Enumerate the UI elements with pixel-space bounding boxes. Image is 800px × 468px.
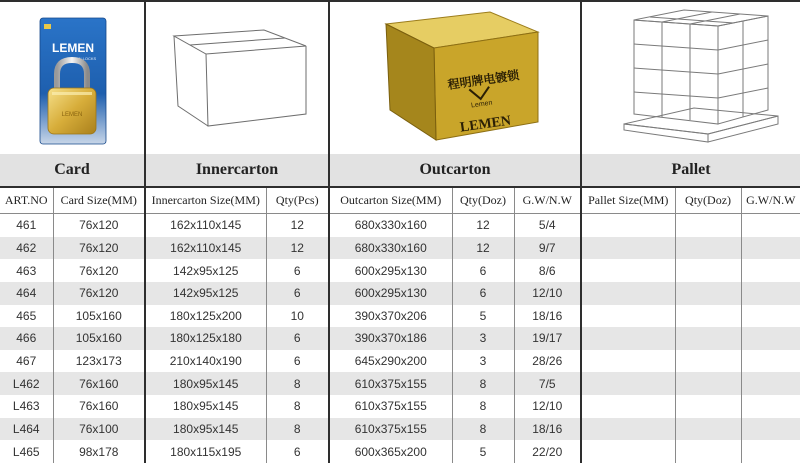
pallet-qty-cell: [675, 305, 741, 328]
art-no-cell: L462: [0, 372, 53, 395]
pallet-qty-cell: [675, 259, 741, 282]
pallet-weight-cell: [741, 214, 800, 237]
col-outcarton-size: Outcarton Size(MM): [329, 187, 452, 214]
col-art-no: ART.NO: [0, 187, 53, 214]
pallet-size-cell: [581, 259, 675, 282]
pallet-size-cell: [581, 395, 675, 418]
art-no-cell: 461: [0, 214, 53, 237]
innercarton-size-cell: 180x95x145: [145, 395, 266, 418]
art-no-cell: 462: [0, 237, 53, 260]
pallet-weight-cell: [741, 395, 800, 418]
pallet-qty-cell: [675, 372, 741, 395]
innercarton-size-cell: 142x95x125: [145, 259, 266, 282]
out-weight-cell: 18/16: [514, 418, 581, 441]
out-qty-cell: 8: [452, 418, 514, 441]
pallet-qty-cell: [675, 418, 741, 441]
outcarton-size-cell: 610x375x155: [329, 418, 452, 441]
pallet-size-cell: [581, 282, 675, 305]
outcarton-image-panel: [330, 2, 580, 152]
out-weight-cell: 7/5: [514, 372, 581, 395]
pallet-weight-cell: [741, 372, 800, 395]
pallet-qty-cell: [675, 440, 741, 463]
card-size-cell: 123x173: [53, 350, 145, 373]
out-qty-cell: 6: [452, 259, 514, 282]
out-qty-cell: 12: [452, 214, 514, 237]
pallet-size-cell: [581, 440, 675, 463]
art-no-cell: 463: [0, 259, 53, 282]
group-outcarton-header: Outcarton: [329, 154, 581, 187]
pallet-qty-cell: [675, 282, 741, 305]
card-tagline-text: LEMEN LOCKS: [67, 56, 97, 61]
outcarton-size-cell: 680x330x160: [329, 214, 452, 237]
pallet-size-cell: [581, 350, 675, 373]
art-no-cell: 467: [0, 350, 53, 373]
outcarton-size-cell: 600x365x200: [329, 440, 452, 463]
inner-qty-cell: 6: [266, 440, 329, 463]
out-qty-cell: 8: [452, 395, 514, 418]
padlock-engraving-text: LEMEN: [61, 112, 83, 118]
card-size-cell: 76x120: [53, 259, 145, 282]
outcarton-size-cell: 610x375x155: [329, 395, 452, 418]
card-size-cell: 76x160: [53, 372, 145, 395]
carton-brand-text: LEMEN: [459, 113, 512, 136]
col-out-qty: Qty(Doz): [452, 187, 514, 214]
pallet-qty-cell: [675, 327, 741, 350]
group-innercarton-header: Innercarton: [145, 154, 329, 187]
art-no-cell: 466: [0, 327, 53, 350]
pallet-stack-drawing: [582, 2, 800, 152]
table-row: [0, 327, 800, 350]
card-size-cell: 76x160: [53, 395, 145, 418]
card-size-cell: 76x100: [53, 418, 145, 441]
inner-qty-cell: 8: [266, 418, 329, 441]
group-card-header: Card: [0, 154, 145, 187]
art-no-cell: L464: [0, 418, 53, 441]
col-inner-qty: Qty(Pcs): [266, 187, 329, 214]
pallet-qty-cell: [675, 395, 741, 418]
table-row: [0, 305, 800, 328]
out-weight-cell: 22/20: [514, 440, 581, 463]
pallet-weight-cell: [741, 259, 800, 282]
out-weight-cell: 28/26: [514, 350, 581, 373]
innercarton-size-cell: 162x110x145: [145, 214, 266, 237]
out-weight-cell: 12/10: [514, 395, 581, 418]
table-row: [0, 372, 800, 395]
col-out-weight: G.W/N.W: [514, 187, 581, 214]
col-pallet-qty: Qty(Doz): [675, 187, 741, 214]
pallet-weight-cell: [741, 327, 800, 350]
outcarton-size-cell: 600x295x130: [329, 282, 452, 305]
pallet-size-cell: [581, 214, 675, 237]
packing-spec-table: [0, 154, 800, 463]
pallet-qty-cell: [675, 214, 741, 237]
card-size-cell: 98x178: [53, 440, 145, 463]
outcarton-size-cell: 600x295x130: [329, 259, 452, 282]
outcarton-size-cell: 390x370x206: [329, 305, 452, 328]
out-qty-cell: 6: [452, 282, 514, 305]
pallet-weight-cell: [741, 350, 800, 373]
innercarton-box-drawing: [146, 2, 328, 152]
carton-logo-text: Lemen: [470, 99, 493, 110]
innercarton-image-panel: [146, 2, 328, 152]
pallet-image-panel: [582, 2, 800, 152]
col-innercarton-size: Innercarton Size(MM): [145, 187, 266, 214]
pallet-size-cell: [581, 327, 675, 350]
innercarton-size-cell: 180x125x200: [145, 305, 266, 328]
out-weight-cell: 5/4: [514, 214, 581, 237]
table-row: [0, 282, 800, 305]
out-qty-cell: 5: [452, 305, 514, 328]
col-pallet-size: Pallet Size(MM): [581, 187, 675, 214]
out-qty-cell: 8: [452, 372, 514, 395]
inner-qty-cell: 6: [266, 282, 329, 305]
inner-qty-cell: 6: [266, 350, 329, 373]
inner-qty-cell: 8: [266, 395, 329, 418]
out-qty-cell: 5: [452, 440, 514, 463]
col-card-size: Card Size(MM): [53, 187, 145, 214]
card-size-cell: 76x120: [53, 237, 145, 260]
outcarton-size-cell: 610x375x155: [329, 372, 452, 395]
pallet-weight-cell: [741, 440, 800, 463]
outcarton-size-cell: 680x330x160: [329, 237, 452, 260]
inner-qty-cell: 12: [266, 237, 329, 260]
art-no-cell: L463: [0, 395, 53, 418]
outcarton-size-cell: 390x370x186: [329, 327, 452, 350]
inner-qty-cell: 6: [266, 327, 329, 350]
card-size-cell: 76x120: [53, 282, 145, 305]
card-pack-image-panel: [0, 2, 144, 152]
out-weight-cell: 9/7: [514, 237, 581, 260]
group-pallet-header: Pallet: [581, 154, 800, 187]
table-row: [0, 350, 800, 373]
out-qty-cell: 3: [452, 327, 514, 350]
out-weight-cell: 8/6: [514, 259, 581, 282]
pallet-size-cell: [581, 372, 675, 395]
inner-qty-cell: 12: [266, 214, 329, 237]
card-brand-text: LEMEN: [52, 41, 94, 55]
innercarton-size-cell: 180x125x180: [145, 327, 266, 350]
out-weight-cell: 19/17: [514, 327, 581, 350]
pallet-weight-cell: [741, 282, 800, 305]
inner-qty-cell: 10: [266, 305, 329, 328]
innercarton-size-cell: 142x95x125: [145, 282, 266, 305]
group-header-row: [0, 154, 800, 187]
out-weight-cell: 18/16: [514, 305, 581, 328]
out-weight-cell: 12/10: [514, 282, 581, 305]
inner-qty-cell: 6: [266, 259, 329, 282]
pallet-weight-cell: [741, 305, 800, 328]
outcarton-box-image: [330, 2, 580, 152]
innercarton-size-cell: 180x95x145: [145, 418, 266, 441]
art-no-cell: 464: [0, 282, 53, 305]
pallet-size-cell: [581, 305, 675, 328]
table-row: [0, 395, 800, 418]
card-size-cell: 76x120: [53, 214, 145, 237]
innercarton-size-cell: 180x95x145: [145, 372, 266, 395]
innercarton-size-cell: 180x115x195: [145, 440, 266, 463]
innercarton-size-cell: 210x140x190: [145, 350, 266, 373]
column-header-row: [0, 187, 800, 214]
pallet-size-cell: [581, 237, 675, 260]
pallet-qty-cell: [675, 350, 741, 373]
out-qty-cell: 3: [452, 350, 514, 373]
card-size-cell: 105x160: [53, 327, 145, 350]
padlock-card-image: [0, 2, 144, 152]
pallet-size-cell: [581, 418, 675, 441]
pallet-weight-cell: [741, 237, 800, 260]
outcarton-size-cell: 645x290x200: [329, 350, 452, 373]
table-row: [0, 440, 800, 463]
col-pallet-weight: G.W/N.W: [741, 187, 800, 214]
carton-chinese-text: 程明牌电镀锁: [446, 68, 521, 92]
card-size-cell: 105x160: [53, 305, 145, 328]
pallet-weight-cell: [741, 418, 800, 441]
art-no-cell: L465: [0, 440, 53, 463]
pallet-qty-cell: [675, 237, 741, 260]
table-row: [0, 237, 800, 260]
table-row: [0, 259, 800, 282]
out-qty-cell: 12: [452, 237, 514, 260]
inner-qty-cell: 8: [266, 372, 329, 395]
art-no-cell: 465: [0, 305, 53, 328]
innercarton-size-cell: 162x110x145: [145, 237, 266, 260]
table-row: [0, 418, 800, 441]
table-row: [0, 214, 800, 237]
